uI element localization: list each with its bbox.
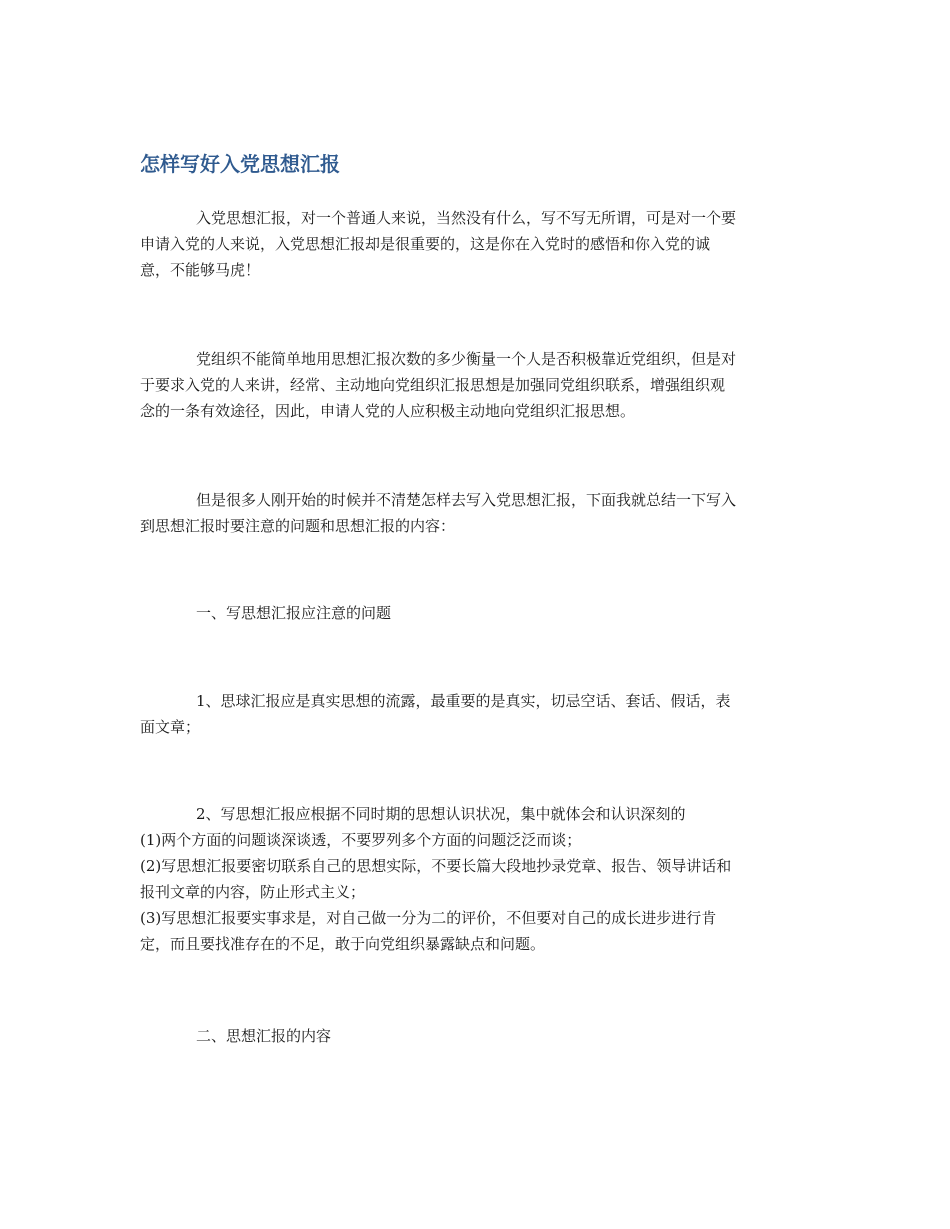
paragraph-line: (1)两个方面的问题谈深谈透，不要罗列多个方面的问题泛泛而谈； [140,831,582,849]
paragraph-point-2 [140,801,816,957]
paragraph-organization [140,346,816,424]
paragraph-line: 2、写思想汇报应根据不同时期的思想认识状况，集中就体会和认识深刻的 [196,805,686,823]
section-heading-text: 一、写思想汇报应注意的问题 [196,604,392,622]
paragraph-line: 念的一条有效途径，因此，申请人党的人应积极主动地向党组织汇报思想。 [140,402,636,420]
paragraph-summary [140,487,816,539]
section-heading-1 [140,600,816,626]
paragraph-line: (2)写思想汇报要密切联系自己的思想实际，不要长篇大段地抄录党章、报告、领导讲话和 [140,857,732,875]
paragraph-point-1 [140,688,816,740]
paragraph-intro [140,205,816,283]
paragraph-line: 面文章； [140,718,201,736]
paragraph-line: 报刊文章的内容，防止形式主义； [140,883,366,901]
paragraph-line: 到思想汇报时要注意的问题和思想汇报的内容： [140,517,456,535]
paragraph-line: 入党思想汇报，对一个普通人来说，当然没有什么，写不写无所谓，可是对一个要 [196,209,737,227]
paragraph-line: 意，不能够马虎！ [140,261,261,279]
document-title: 怎样写好入党思想汇报 [140,152,340,176]
paragraph-line: 但是很多人刚开始的时候并不清楚怎样去写入党思想汇报，下面我就总结一下写入 [196,491,737,509]
paragraph-line: 定，而且要找准存在的不足，敢于向党组织暴露缺点和问题。 [140,935,546,953]
paragraph-line: 党组织不能简单地用思想汇报次数的多少衡量一个人是否积极靠近党组织，但是对 [196,350,737,368]
paragraph-line: 1、思球汇报应是真实思想的流露，最重要的是真实，切忌空话、套话、假话，表 [196,692,731,710]
paragraph-line: (3)写思想汇报要实事求是，对自己做一分为二的评价，不但要对自己的成长进步进行肯 [140,909,717,927]
section-heading-2 [140,1023,816,1049]
paragraph-line: 于要求入党的人来讲，经常、主动地向党组织汇报思想是加强同党组织联系，增强组织观 [140,376,726,394]
paragraph-line: 申请入党的人来说，入党思想汇报却是很重要的，这是你在入党时的感悟和你入党的诚 [140,235,711,253]
section-heading-text: 二、思想汇报的内容 [196,1027,332,1045]
